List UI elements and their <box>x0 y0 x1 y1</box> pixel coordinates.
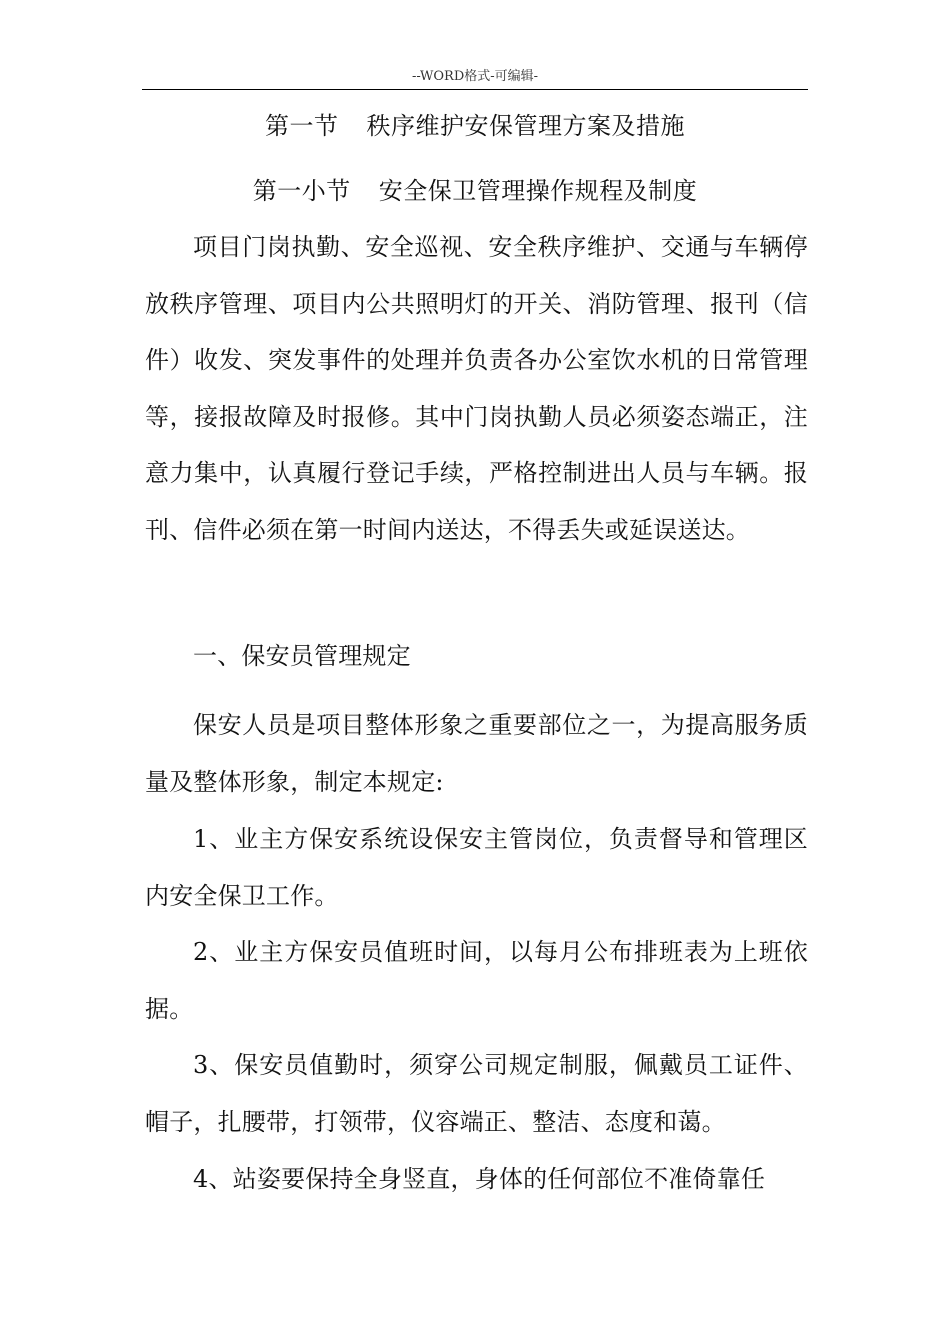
rule-item-4: 4、站姿要保持全身竖直，身体的任何部位不准倚靠任 <box>193 1165 766 1193</box>
section-title-text: 秩序维护安保管理方案及措施 <box>366 112 685 140</box>
page-header: --WORD格式-可编辑- <box>411 69 539 84</box>
section-number: 第一节 <box>265 112 339 140</box>
rule-item-3: 3、保安员值勤时，须穿公司规定制服，佩戴员工证件、帽子，扎腰带，打领带，仪容端正、整洁、态度和蔼。 <box>145 1051 808 1136</box>
subsection-title-text: 安全保卫管理操作规程及制度 <box>378 177 698 205</box>
subsection-title <box>142 176 808 206</box>
rule-item-2: 2、业主方保安员值班时间，以每月公布排班表为上班依据。 <box>145 938 808 1023</box>
paragraph-purpose: 保安人员是项目整体形象之重要部位之一，为提高服务质量及整体形象，制定本规定: <box>145 711 808 796</box>
heading-security-rules: 一、保安员管理规定 <box>193 642 411 670</box>
intro-paragraph: 项目门岗执勤、安全巡视、安全秩序维护、交通与车辆停放秩序管理、项目内公共照明灯的开关、消防管理、报刊（信件）收发、突发事件的处理并负责各办公室饮水机的日常管理等，接报故障及时报修。其中门岗执勤人员必须姿态端正，注意力集中，认真履行登记手续，严格控制进出人员与车辆。报刊、信件必须在第一时间内送达，不得丢失或延误送达。 <box>145 233 808 544</box>
rule-item-1: 1、业主方保安系统设保安主管岗位，负责督导和管理区内安全保卫工作。 <box>145 825 808 910</box>
subsection-number: 第一小节 <box>252 177 351 205</box>
section-title <box>142 111 808 141</box>
header-divider <box>142 89 808 90</box>
